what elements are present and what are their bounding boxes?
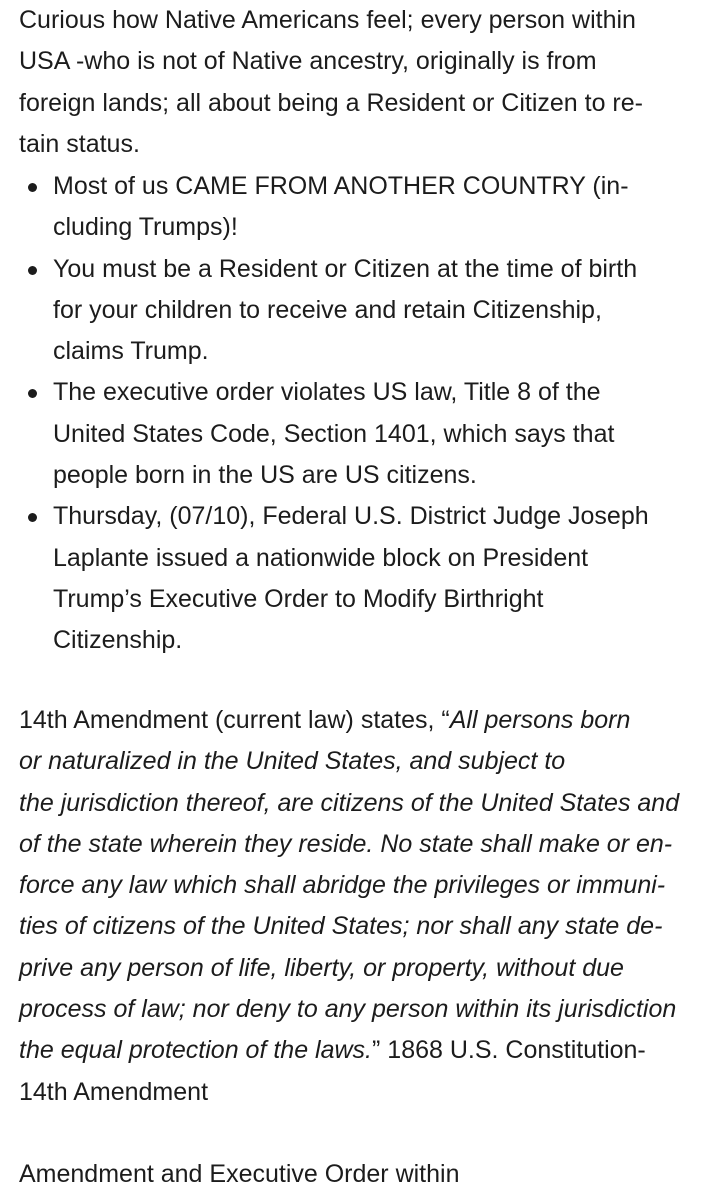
amendment-quote-line: of the state wherein they reside. No state shall make or en- [19,829,673,858]
intro-paragraph [19,0,691,165]
intro-line: foreign lands; all about being a Resident or Citizen to re- [19,88,643,117]
amendment-quote-line: force any law which shall abridge the privileges or immuni- [19,871,666,900]
amendment-paragraph [19,700,691,1113]
list-item-line: United States Code, Section 1401, which says that [53,419,615,448]
list-item-line: Trump’s Executive Order to Modify Birthright [53,584,544,613]
bullet-icon [28,183,37,192]
list-item [0,249,693,373]
intro-line: USA -who is not of Native ancestry, originally is from [19,47,597,76]
trailing-paragraph [19,1154,691,1195]
list-item-line: claims Trump. [53,337,209,366]
bullet-icon [28,266,37,275]
intro-line: tain status. [19,129,140,158]
amendment-quote-line: the equal protection of the laws. [19,1036,373,1065]
amendment-lead: 14th Amendment (current law) states, “ [19,706,450,734]
trailing-line: Amendment and Executive Order within [19,1160,460,1188]
amendment-quote-line: process of law; nor deny to any person within its jurisdiction [19,995,677,1024]
list-item-line: Thursday, (07/10), Federal U.S. District Judge Joseph [53,502,649,531]
intro-line: Curious how Native Americans feel; every person within [19,6,636,34]
amendment-quote-line: the jurisdiction thereof, are citizens of the United States and [19,788,680,817]
amendment-quote-line: ties of citizens of the United States; nor shall any state de- [19,912,663,941]
list-item-line: for your children to receive and retain Citizenship, [53,295,602,324]
bullet-icon [28,389,37,398]
list-item [0,166,693,249]
list-item-line: Laplante issued a nationwide block on President [53,543,589,572]
list-item-line: people born in the US are US citizens. [53,461,477,490]
list-item [0,372,693,496]
list-item-line: Citizenship. [53,626,183,655]
amendment-citation: ” 1868 U.S. Constitution- [372,1036,646,1065]
bullet-icon [28,513,37,522]
amendment-quote-line: or naturalized in the United States, and subject to [19,747,566,776]
amendment-quote-line: prive any person of life, liberty, or property, without due [19,953,624,982]
list-item-line: Most of us CAME FROM ANOTHER COUNTRY (in- [53,172,629,200]
bullet-list [0,166,707,662]
list-item-line: cluding Trumps)! [53,213,238,242]
amendment-quote-line: All persons born [449,706,631,734]
amendment-citation-line: 14th Amendment [19,1077,209,1106]
list-item-line: The executive order violates US law, Title 8 of the [53,378,601,407]
list-item-line: You must be a Resident or Citizen at the time of birth [53,254,638,283]
list-item [0,496,693,661]
